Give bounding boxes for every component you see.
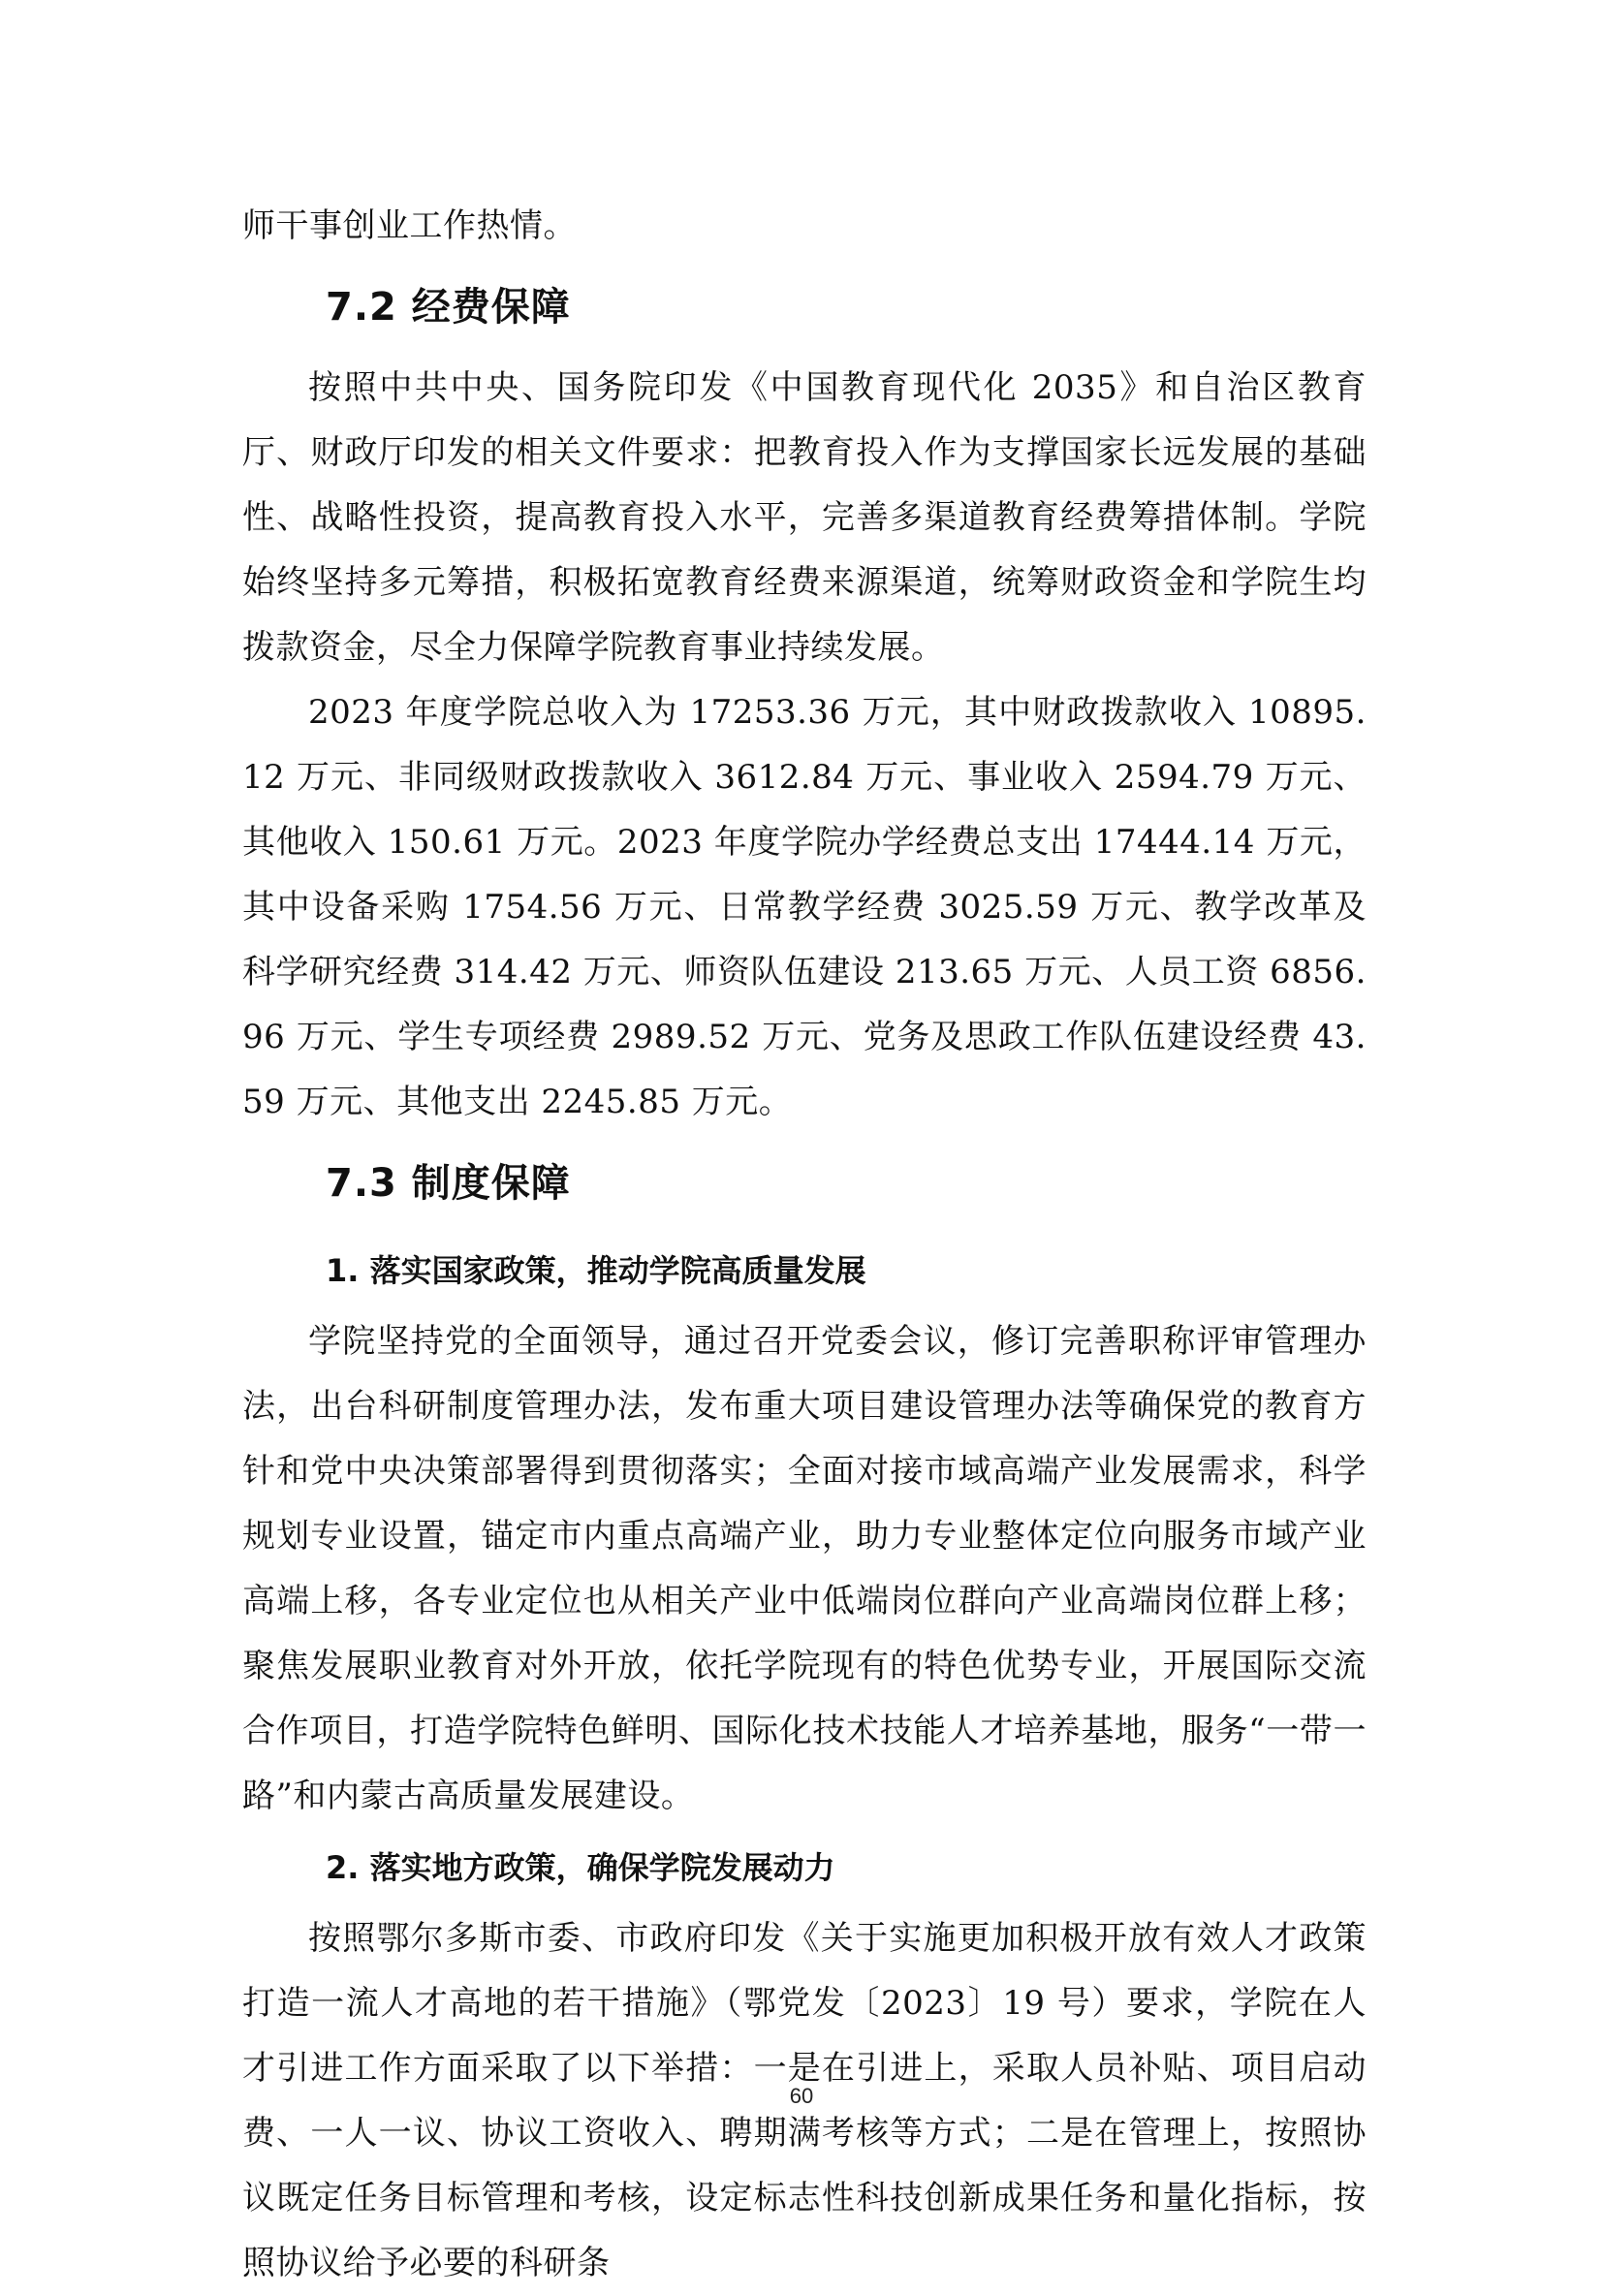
paragraph-funding-policy: 按照中共中央、国务院印发《中国教育现代化 2035》和自治区教育厅、财政厅印发的相关文件要求：把教育投入作为支撑国家长远发展的基础性、战略性投资，提高教育投入水平，完善多渠道教育经费筹措体制。学院始终坚持多元筹措，积极拓宽教育经费来源渠道，统筹财政资金和学院生均拨款资金，尽全力保障学院教育事业持续发展。 (242, 368, 1367, 667)
section-heading-7-3: 7.3 制度保障 (326, 1161, 571, 1206)
section-heading-7-2: 7.2 经费保障 (326, 285, 571, 330)
paragraph-local-policy: 按照鄂尔多斯市委、市政府印发《关于实施更加积极开放有效人才政策打造一流人才高地的若干措施》（鄂党发〔2023〕19 号）要求，学院在人才引进工作方面采取了以下举措：一是在引进上，采取人员补贴、项目启动费、一人一议、协议工资收入、聘期满考核等方式；二是在管理上，按照协议既定任务目标管理和考核，设定标志性科技创新成果任务和量化指标，按照协议给予必要的科研条 (242, 1919, 1367, 2282)
subheading-national-policy: 1. 落实国家政策，推动学院高质量发展 (326, 1252, 866, 1289)
paragraph-national-policy: 学院坚持党的全面领导，通过召开党委会议，修订完善职称评审管理办法，出台科研制度管理办法，发布重大项目建设管理办法等确保党的教育方针和党中央决策部署得到贯彻落实；全面对接市域高端产业发展需求，科学规划专业设置，锚定市内重点高端产业，助力专业整体定位向服务市域产业高端上移，各专业定位也从相关产业中低端岗位群向产业高端岗位群上移；聚焦发展职业教育对外开放，依托学院现有的特色优势专业，开展国际交流合作项目，打造学院特色鲜明、国际化技术技能人才培养基地，服务“一带一路”和内蒙古高质量发展建设。 (242, 1322, 1367, 1815)
document-page (242, 194, 1367, 2296)
intro-line: 师干事创业工作热情。 (242, 206, 577, 245)
paragraph-funding-figures: 2023 年度学院总收入为 17253.36 万元，其中财政拨款收入 10895.12 万元、非同级财政拨款收入 3612.84 万元、事业收入 2594.79 万元、其他收入 150.61 万元。2023 年度学院办学经费总支出 17444.14 万元，其中设备采购 1754.56 万元、日常教学经费 3025.59 万元、教学改革及科学研究经费 314.42 万元、师资队伍建设 213.65 万元、人员工资 6856.96 万元、学生专项经费 2989.52 万元、党务及思政工作队伍建设经费 43.59 万元、其他支出 2245.85 万元。 (242, 693, 1367, 1121)
page-number: 60 (789, 2084, 814, 2108)
subheading-local-policy: 2. 落实地方政策，确保学院发展动力 (326, 1849, 835, 1886)
